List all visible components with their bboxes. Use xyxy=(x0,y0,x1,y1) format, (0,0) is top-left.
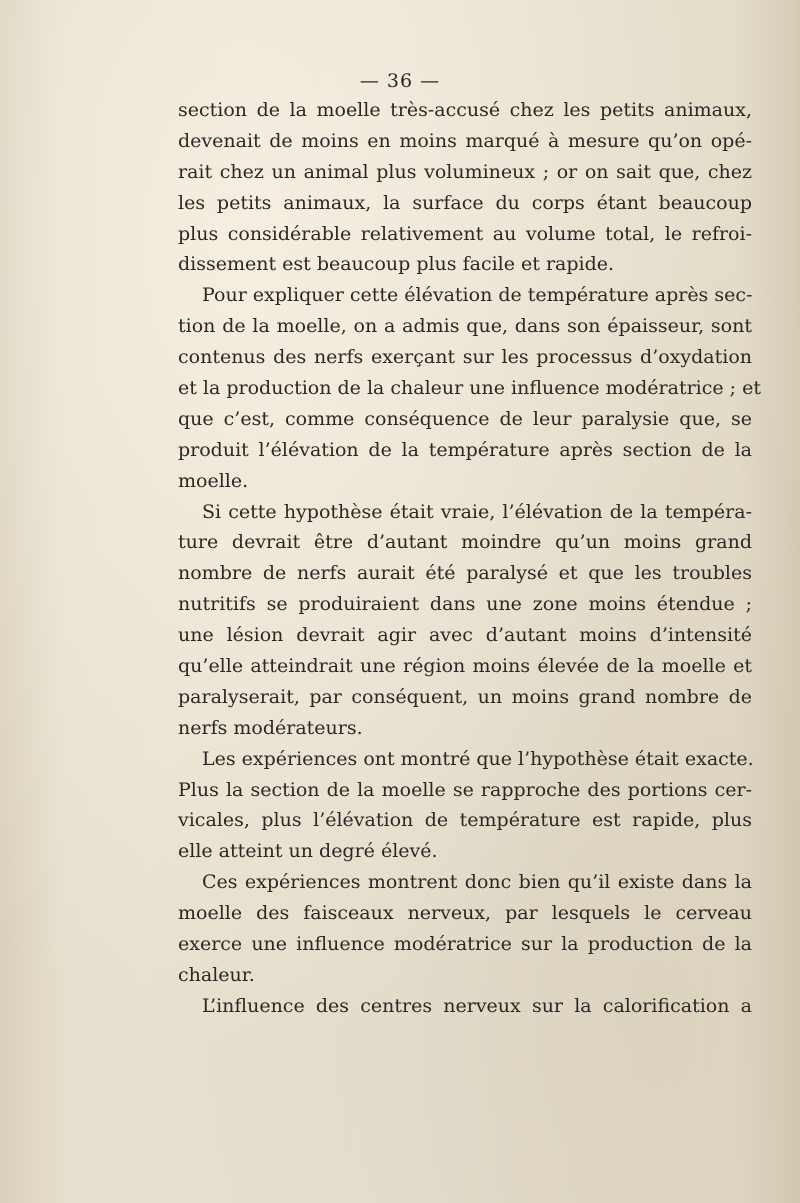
text-line: Les expériences ont montré que l’hypothèse était exacte. xyxy=(202,747,754,770)
text-line: section de la moelle très-accusé chez les petits animaux, xyxy=(178,99,752,121)
text-line: paralyserait, par conséquent, un moins grand nombre de xyxy=(178,685,752,708)
text-line: nutritifs se produiraient dans une zone moins étendue ; xyxy=(178,593,752,616)
text-line: Ces expériences montrent donc bien qu’il existe dans la xyxy=(202,871,752,894)
text-line: elle atteint un degré élevé. xyxy=(178,840,438,863)
text-line: une lésion devrait agir avec d’autant moins d’intensité xyxy=(178,624,752,647)
text-line: chaleur. xyxy=(178,963,255,986)
text-line: exerce une influence modératrice sur la production de la xyxy=(178,933,752,956)
text-line: dissement est beaucoup plus facile et rapide. xyxy=(178,253,615,276)
text-line: rait chez un animal plus volumineux ; or on sait que, chez xyxy=(178,160,752,183)
text-line: qu’elle atteindrait une région moins élevée de la moelle et xyxy=(178,655,752,678)
text-line: et la production de la chaleur une influence modératrice ; et xyxy=(178,377,761,400)
text-line: vicales, plus l’élévation de température est rapide, plus xyxy=(178,809,752,832)
page-number: — 36 — xyxy=(359,70,441,92)
text-line: L’influence des centres nerveux sur la calorification a xyxy=(202,994,752,1017)
text-line: Si cette hypothèse était vraie, l’élévation de la tempéra- xyxy=(202,500,752,523)
text-line: moelle. xyxy=(178,469,249,492)
text-line: devenait de moins en moins marqué à mesure qu’on opé- xyxy=(178,129,752,152)
text-line: que c’est, comme conséquence de leur paralysie que, se xyxy=(178,407,752,430)
text-line: les petits animaux, la surface du corps étant beaucoup xyxy=(178,191,752,214)
text-line: tion de la moelle, on a admis que, dans son épaisseur, sont xyxy=(178,315,752,338)
text-line: Plus la section de la moelle se rapproche des portions cer- xyxy=(178,778,752,801)
text-line: produit l’élévation de la température après section de la xyxy=(178,438,752,461)
body-text xyxy=(178,95,761,1022)
text-line: plus considérable relativement au volume total, le refroi- xyxy=(178,222,752,245)
text-line: contenus des nerfs exerçant sur les processus d’oxydation xyxy=(178,346,752,369)
text-line: nerfs modérateurs. xyxy=(178,716,363,739)
text-line: ture devrait être d’autant moindre qu’un moins grand xyxy=(178,531,752,554)
text-line: Pour expliquer cette élévation de température après sec- xyxy=(202,284,753,307)
text-line: nombre de nerfs aurait été paralysé et que les troubles xyxy=(178,562,752,585)
text-line: moelle des faisceaux nerveux, par lesquels le cerveau xyxy=(178,902,752,925)
